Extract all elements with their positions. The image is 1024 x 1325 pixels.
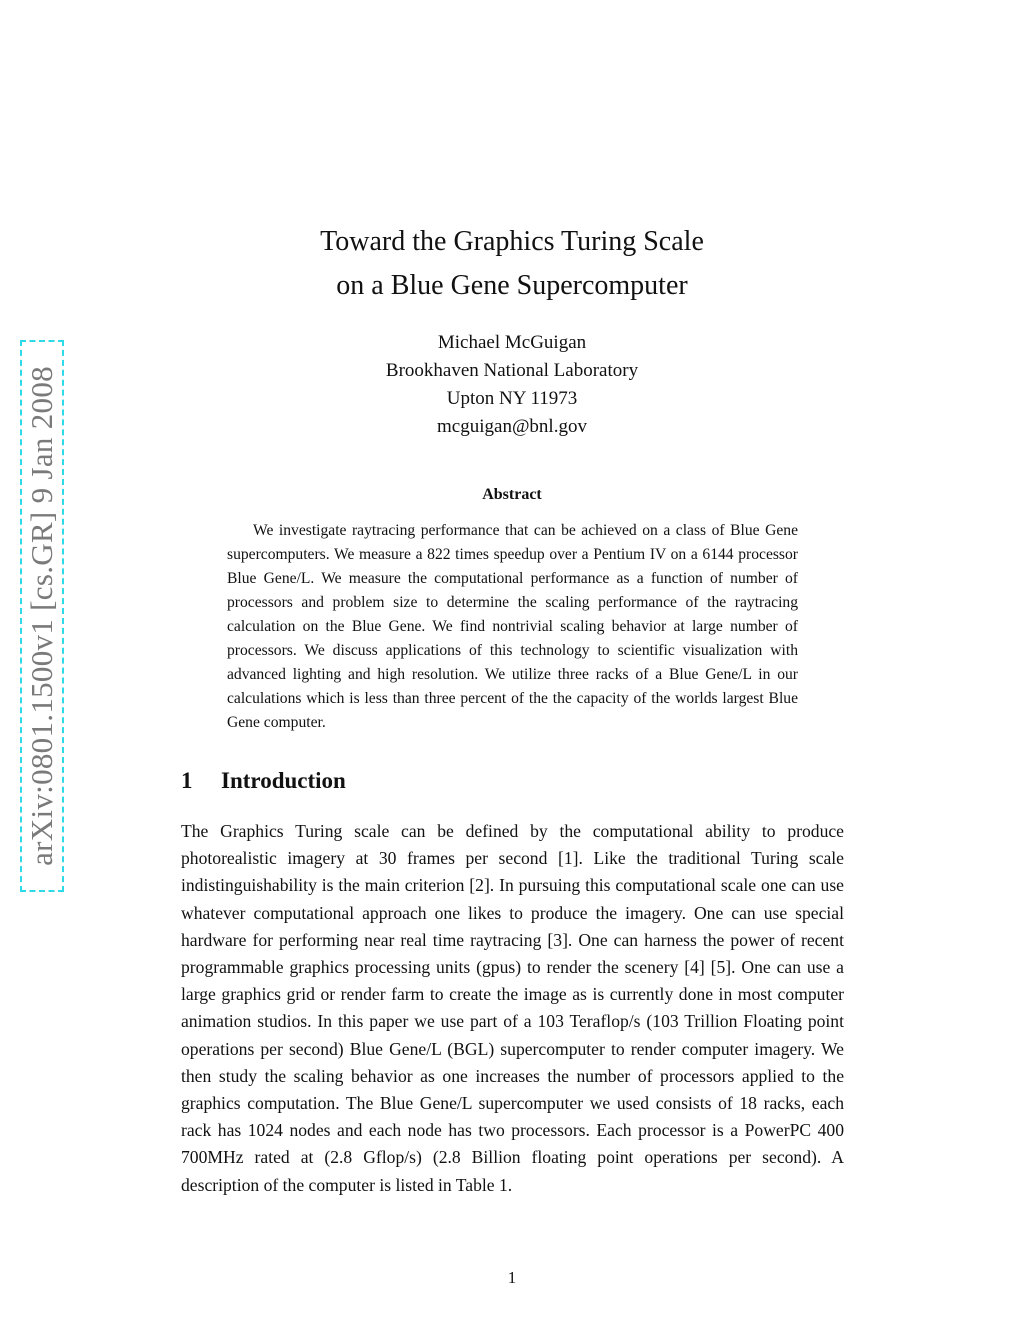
author-name: Michael McGuigan bbox=[437, 332, 587, 353]
paper-title bbox=[0, 220, 1024, 308]
title-line-2: on a Blue Gene Supercomputer bbox=[336, 270, 688, 301]
section-heading bbox=[181, 768, 346, 794]
introduction-text: The Graphics Turing scale can be defined by the computational ability to produce photorealistic imagery at 30 frames per second [1]. Like the traditional Turing scale indistinguishability is the main criterion [2]. In pursuing this computational scale one can use whatever computational approach one likes to produce the imagery. One can use special hardware for performing near real time raytracing [3]. One can harness the power of recent programmable graphics processing units (gpus) to render the scenery [4] [5]. One can use a large graphics grid or render farm to create the image as is currently done in most computer animation studios. In this paper we use part of a 103 Teraflop/s (103 Trillion Floating point operations per second) Blue Gene/L (BGL) supercomputer to render computer imagery. We then study the scaling behavior as one increases the number of processors applied to the graphics computation. The Blue Gene/L supercomputer we used consists of 18 racks, each rack has 1024 nodes and each node has two processors. Each processor is a PowerPC 400 700MHz rated at (2.8 Gflop/s) (2.8 Billion floating point operations per second). A description of the computer is listed in Table 1. bbox=[181, 821, 844, 1195]
author-email: mcguigan@bnl.gov bbox=[437, 416, 587, 437]
author-address: Upton NY 11973 bbox=[446, 388, 578, 409]
author-affiliation: Brookhaven National Laboratory bbox=[385, 360, 639, 381]
abstract-text: We investigate raytracing performance that can be achieved on a class of Blue Gene supercomputers. We measure a 822 times speedup over a Pentium IV on a 6144 processor Blue Gene/L. We measure the computational performance as a function of number of processors and problem size to determine the scaling performance of the raytracing calculation on the Blue Gene. We find nontrivial scaling behavior at large number of processors. We discuss applications of this technology to scientific visualization with advanced lighting and high resolution. We utilize three racks of a Blue Gene/L in our calculations which is less than three percent of the the capacity of the worlds largest Blue Gene computer. bbox=[227, 522, 798, 731]
section-number: 1 bbox=[181, 768, 193, 793]
page-number: 1 bbox=[507, 1268, 517, 1287]
author-block bbox=[0, 329, 1024, 441]
arxiv-stamp-text: arXiv:0801.1500v1 [cs.GR] 9 Jan 2008 bbox=[24, 366, 59, 866]
section-title: Introduction bbox=[221, 768, 346, 793]
title-line-1: Toward the Graphics Turing Scale bbox=[320, 226, 704, 257]
abstract-heading: Abstract bbox=[482, 486, 542, 503]
